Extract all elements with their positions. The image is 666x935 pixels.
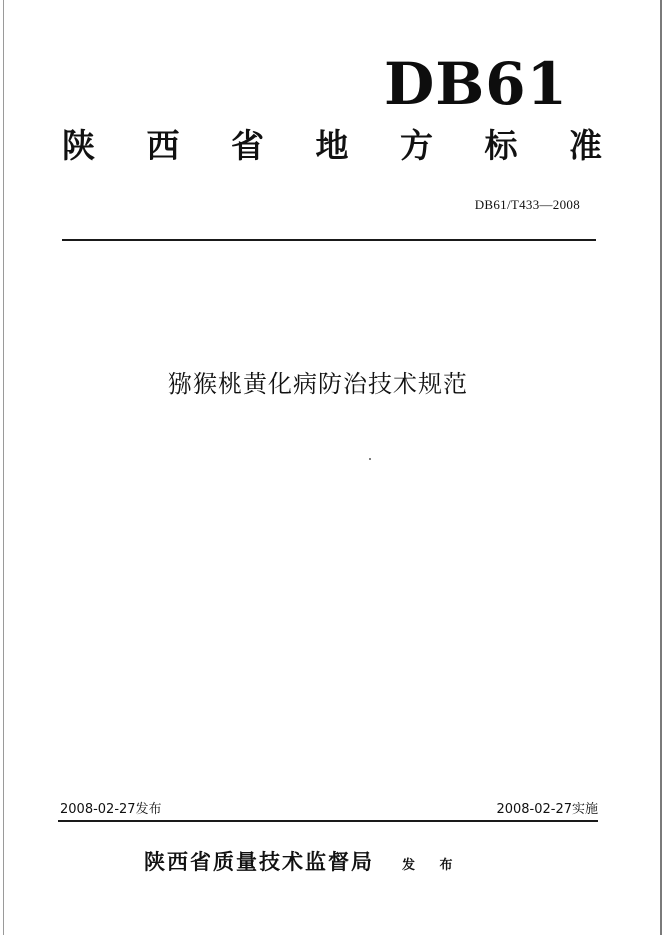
issue-label: 发 布: [402, 858, 463, 873]
document-title: 猕猴桃黄化病防治技术规范: [168, 370, 468, 398]
issuer-row: [144, 846, 463, 876]
standard-type-char: 地: [315, 126, 349, 165]
standard-type-heading: [62, 126, 602, 166]
publish-date: 2008-02-27发布: [60, 802, 162, 817]
standard-type-char: 省: [231, 126, 264, 165]
footer-divider: [58, 820, 598, 822]
standard-type-char: 标: [484, 126, 518, 165]
scan-edge-left: [3, 0, 4, 935]
standard-number: DB61/T433—2008: [474, 197, 580, 212]
header-divider: [62, 239, 596, 241]
standard-type-char: 准: [569, 126, 602, 165]
standard-type-char: 方: [400, 126, 433, 165]
scan-speck: [369, 458, 371, 460]
issuing-authority: 陕西省质量技术监督局: [144, 849, 374, 874]
standard-type-char: 陕: [62, 126, 95, 165]
effective-date: 2008-02-27实施: [496, 802, 598, 817]
standard-type-char: 西: [146, 126, 180, 165]
date-row: [60, 802, 598, 818]
scan-edge-right: [660, 0, 662, 935]
standard-code-prefix: DB61: [383, 50, 568, 118]
